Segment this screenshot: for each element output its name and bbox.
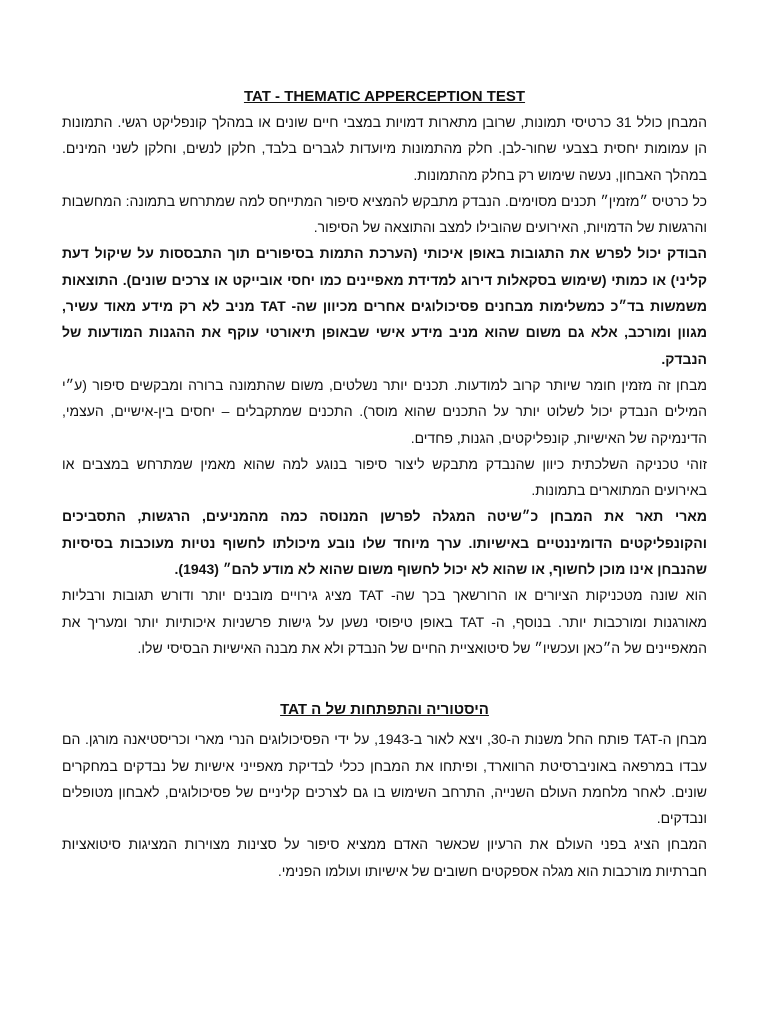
- paragraph-projective: זוהי טכניקה השלכתית כיוון שהנבדק מתבקש ליצור סיפור בנוגע למה שהוא מאמין שמתרחש במצבים או באירועים המתוארים בתמונות.: [62, 455, 707, 499]
- paragraph-instructions: כל כרטיס ״מזמין״ תכנים מסוימים. הנבדק מתבקש להמציא סיפור המתייחס למה שמתרחש בתמונה: המחשבות והרגשות של הדמויות, האירועים שהובילו למצב והתוצאה של הסיפור.: [62, 192, 707, 236]
- paragraph-comparison: הוא שונה מטכניקות הציורים או הרורשאך בכך שה- TAT מציג גירויים מובנים יותר ודורש תגובות ורבליות מאורגנות ומורכבות יותר. בנוסף, ה- TAT באופן טיפוסי נשען על גישות פרשניות איכותיות יותר ומעריך את המאפיינים של ה״כאן ועכשיו״ של סיטואציית החיים של הנבדק ולא את מבנה האישיות הבסיסי שלו.: [62, 587, 707, 656]
- paragraph-history: מבחן ה-TAT פותח החל משנות ה-30, ויצא לאור ב-1943, על ידי הפסיכולוגים הנרי מארי וכריסטיאנה מורגן. הם עבדו במרפאה באוניברסיטת הרווארד, ופיתחו את המבחן ככלי לבדיקת מאפייני אישיות של נבדקים במחקרים שונים. לאחר מלחמת העולם השנייה, התרחב השימוש בו גם לצרכים קליניים של פסיכולוגים, לאבחון מטופלים ונבדקים.: [62, 731, 707, 827]
- document-title: TAT - THEMATIC APPERCEPTION TEST: [243, 88, 526, 105]
- section-heading-history: היסטוריה והתפתחות של ה TAT: [280, 701, 489, 719]
- document-page: [62, 88, 707, 884]
- paragraph-content: מבחן זה מזמין חומר שיותר קרוב למודעות. תכנים יותר נשלטים, משום שהתמונה ברורה ומבקשים סיפור (ע״י המילים הנבדק יכול לשלוט יותר על התכנים שהוא מוסר). התכנים שמתקבלים – יחסים בין-אישיים, העצמי, הדינמיקה של האישיות, קונפליקטים, הגנות, פחדים.: [62, 376, 707, 446]
- paragraph-cards: המבחן כולל 31 כרטיסי תמונות, שרובן מתארות דמויות במצבי חיים שונים או במהלך קונפליקט רגשי. התמונות הן עמומות יחסית בצבעי שחור-לבן. חלק מהתמונות מיועדות לגברים בלבד, חלקן לנשים, וחלקן לשני המינים. במהלך האבחון, נעשה שימוש רק בחלק מהתמונות.: [62, 114, 707, 183]
- paragraph-interpretation: הבודק יכול לפרש את התגובות באופן איכותי (הערכת התמות בסיפורים תוך התבססות על שיקול דעת קליני) או כמותי (שימוש בסקאלות דירוג למדידת מאפיינים כמו יחסי אובייקט או צרכים שונים). התוצאות משמשות בד״כ כמשלימות מבחנים פסיכולוגים אחרים מכיוון שה- TAT מניב לא רק מידע מאוד עשיר, מגוון ומורכב, אלא גם משום שהוא מניב מידע אישי שבאופן תיאורטי עוקף את ההגנות המודעות של הנבדק.: [62, 245, 707, 367]
- paragraph-murray-quote: מארי תאר את המבחן כ״שיטה המגלה לפרשן המנוסה כמה מהמניעים, הרגשות, התסביכים והקונפליקטים הדומיננטיים באישיותו. ערך מיוחד שלו נובע מיכולתו לחשוף נטיות מעוכבות בסיסיות שהנבחן אינו מוכן לחשוף, או שהוא לא יכול לחשוף משום שהוא לא מודע להם״ (1943).: [62, 508, 707, 578]
- paragraph-idea: המבחן הציג בפני העולם את הרעיון שכאשר האדם ממציא סיפור על סצינות מצוירות המציגות סיטואציות חברתיות מורכבות הוא מגלה אספקטים חשובים של אישיותו ועולמו הפנימי.: [62, 836, 707, 879]
